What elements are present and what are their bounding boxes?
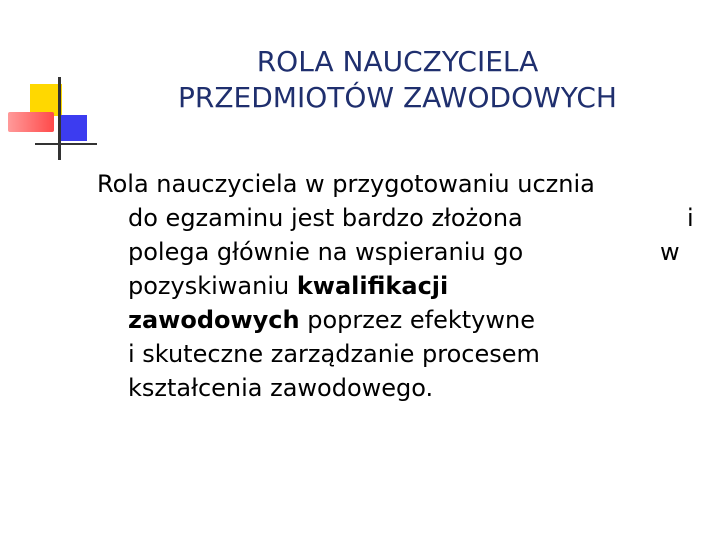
body-text-3: polega głównie na wspieraniu go (128, 238, 524, 266)
decorative-logo-icon (0, 0, 110, 170)
horizontal-line-shape (35, 143, 97, 145)
body-line-1 (97, 167, 697, 201)
body-text-5b: poprzez efektywne (299, 306, 535, 334)
blue-square-shape (61, 115, 87, 141)
body-line-2 (97, 201, 697, 235)
body-paragraph (97, 167, 697, 405)
slide-title (110, 44, 685, 116)
body-line-3 (97, 235, 697, 269)
body-line-5 (97, 303, 697, 337)
vertical-line-shape (58, 77, 61, 160)
body-line-6 (97, 337, 697, 371)
body-text-3-end: w (660, 238, 680, 266)
body-line-4 (97, 269, 697, 303)
body-text-4b-bold: kwalifikacji (296, 272, 449, 300)
body-text-6: i skuteczne zarządzanie procesem (128, 340, 540, 368)
body-text-5a-bold: zawodowych (128, 306, 300, 334)
body-text-4a: pozyskiwaniu (128, 272, 297, 300)
body-text-2: do egzaminu jest bardzo złożona (128, 204, 523, 232)
body-line-7 (97, 371, 697, 405)
body-text-7: kształcenia zawodowego. (128, 374, 434, 402)
body-text-2-end: i (687, 204, 694, 232)
body-text-1: Rola nauczyciela w przygotowaniu ucznia (97, 170, 595, 198)
red-bar-shape (8, 112, 54, 132)
title-line-2: PRZEDMIOTÓW ZAWODOWYCH (178, 81, 617, 114)
title-line-1: ROLA NAUCZYCIELA (256, 45, 539, 78)
